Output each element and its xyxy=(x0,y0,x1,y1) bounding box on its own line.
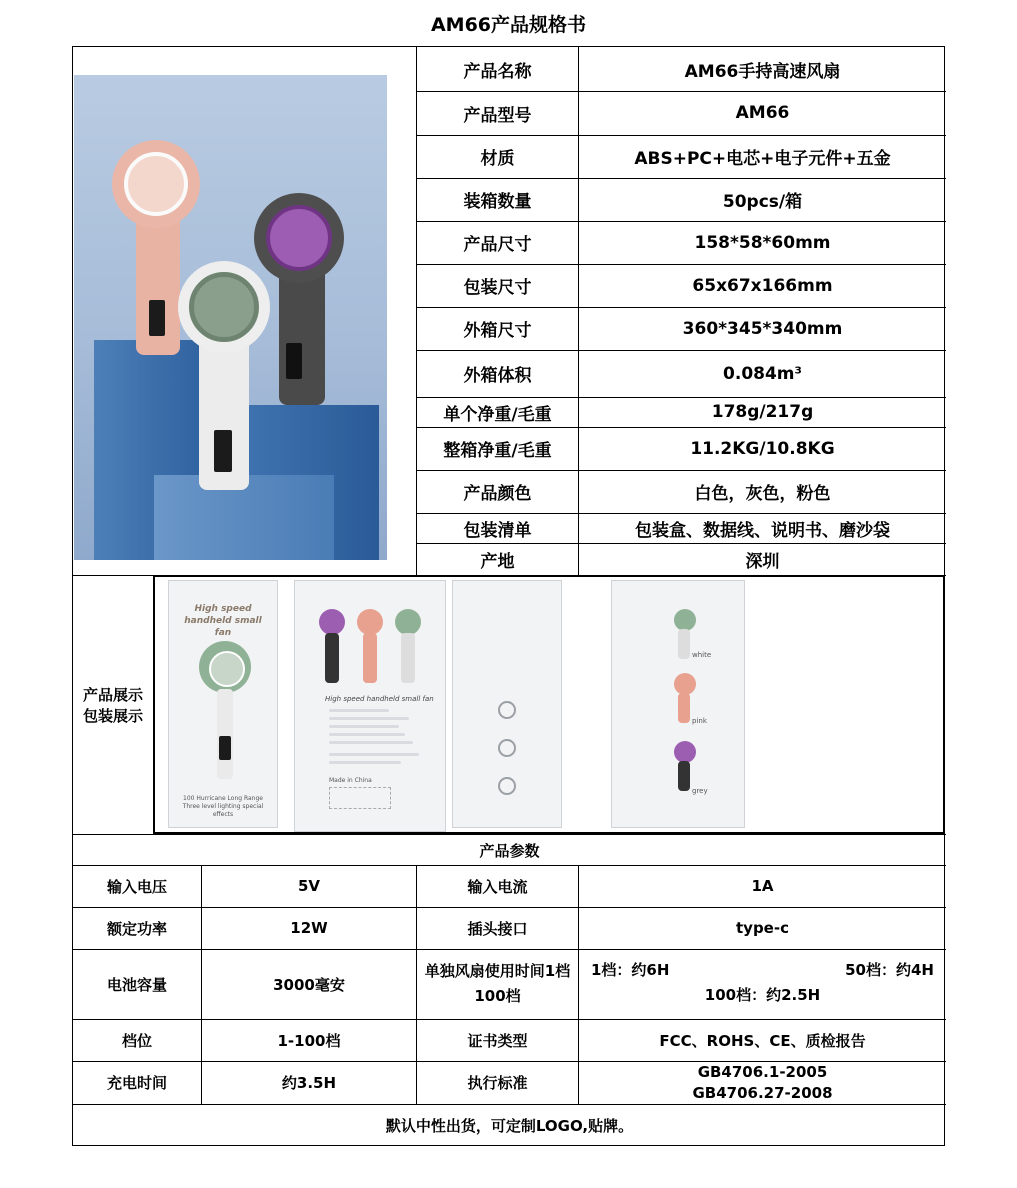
spec-label: 产品颜色 xyxy=(463,484,532,504)
spec-label: 包装清单 xyxy=(463,520,532,541)
box1-footer: 100 Hurricane Long Range Three level lighting special effects xyxy=(182,795,264,818)
package-image-front xyxy=(169,581,277,827)
param-key-line2: 100档 xyxy=(474,987,521,1005)
packaging-gallery xyxy=(153,575,945,834)
spec-value: AM66手持高速风扇 xyxy=(684,61,841,82)
spec-value: 360*345*340mm xyxy=(682,318,843,339)
standard-1: GB4706.1-2005 xyxy=(697,1062,828,1081)
param-key: 证书类型 xyxy=(467,1031,528,1050)
spec-label: 产品尺寸 xyxy=(463,235,532,255)
param-value: 1-100档 xyxy=(277,1031,341,1050)
box1-title: High speed handheld small fan xyxy=(184,604,262,638)
product-photo xyxy=(74,75,387,560)
spec-label: 单个净重/毛重 xyxy=(443,404,552,425)
spec-label: 材质 xyxy=(480,149,515,169)
box2-title: High speed handheld small fan xyxy=(325,695,434,703)
param-value xyxy=(579,949,946,1019)
param-key-line1: 单独风扇使用时间1档 xyxy=(424,962,571,980)
param-key: 电池容量 xyxy=(106,975,167,994)
param-value: type-c xyxy=(736,919,789,937)
spec-value: AM66 xyxy=(735,103,790,123)
standard-2: GB4706.27-2008 xyxy=(692,1083,833,1102)
footer-note: 默认中性出货，可定制LOGO,贴牌。 xyxy=(385,1116,634,1135)
spec-label: 外箱尺寸 xyxy=(463,321,532,341)
spec-sheet xyxy=(72,46,945,1146)
runtime-level-50: 50档：约4H xyxy=(845,961,934,979)
document-title: AM66产品规格书 xyxy=(430,14,587,36)
param-value: 12W xyxy=(290,919,328,937)
spec-value: 白色，灰色，粉色 xyxy=(694,484,831,504)
display-label-package: 包装展示 xyxy=(82,707,143,725)
spec-value: 深圳 xyxy=(745,551,780,572)
param-key xyxy=(417,949,578,1019)
spec-value: 包装盒、数据线、说明书、磨沙袋 xyxy=(635,520,890,541)
param-key: 档位 xyxy=(121,1031,152,1050)
spec-value: 65x67x166mm xyxy=(692,275,833,296)
spec-label: 装箱数量 xyxy=(463,192,532,212)
param-value: 约3.5H xyxy=(281,1074,337,1092)
param-key: 插头接口 xyxy=(467,919,528,938)
param-value: 3000毫安 xyxy=(273,975,345,994)
param-key: 输入电流 xyxy=(467,877,528,896)
spec-label: 包装尺寸 xyxy=(463,278,532,298)
package-image-back xyxy=(295,581,445,831)
display-label-product: 产品展示 xyxy=(82,686,143,704)
param-key: 充电时间 xyxy=(106,1074,167,1092)
spec-label: 产地 xyxy=(480,551,515,572)
spec-label: 整箱净重/毛重 xyxy=(443,441,552,461)
color-pink: pink xyxy=(692,717,707,725)
spec-value: ABS+PC+电芯+电子元件+五金 xyxy=(634,149,891,169)
param-key: 执行标准 xyxy=(467,1074,528,1092)
runtime-level-1: 1档：约6H xyxy=(591,961,670,979)
runtime-level-100: 100档：约2.5H xyxy=(704,986,821,1004)
spec-value: 178g/217g xyxy=(711,402,814,422)
package-image-side xyxy=(453,581,561,827)
param-value: 5V xyxy=(297,877,321,895)
spec-value: 0.084m³ xyxy=(723,363,802,384)
box2-made: Made in China xyxy=(329,777,372,784)
package-image-colors xyxy=(612,581,744,827)
spec-label: 产品型号 xyxy=(463,105,532,126)
spec-value: 11.2KG/10.8KG xyxy=(690,438,835,459)
param-value xyxy=(579,1061,946,1104)
spec-value: 158*58*60mm xyxy=(694,232,831,253)
param-key: 额定功率 xyxy=(106,919,167,938)
params-header: 产品参数 xyxy=(479,841,540,860)
spec-value: 50pcs/箱 xyxy=(722,192,803,212)
param-value: 1A xyxy=(751,877,774,895)
param-value: FCC、ROHS、CE、质检报告 xyxy=(659,1031,866,1050)
color-grey: grey xyxy=(692,787,708,795)
spec-label: 产品名称 xyxy=(463,61,532,82)
param-key: 输入电压 xyxy=(106,877,167,896)
spec-label: 外箱体积 xyxy=(463,366,532,386)
display-label xyxy=(73,647,153,763)
color-white: white xyxy=(692,651,712,659)
